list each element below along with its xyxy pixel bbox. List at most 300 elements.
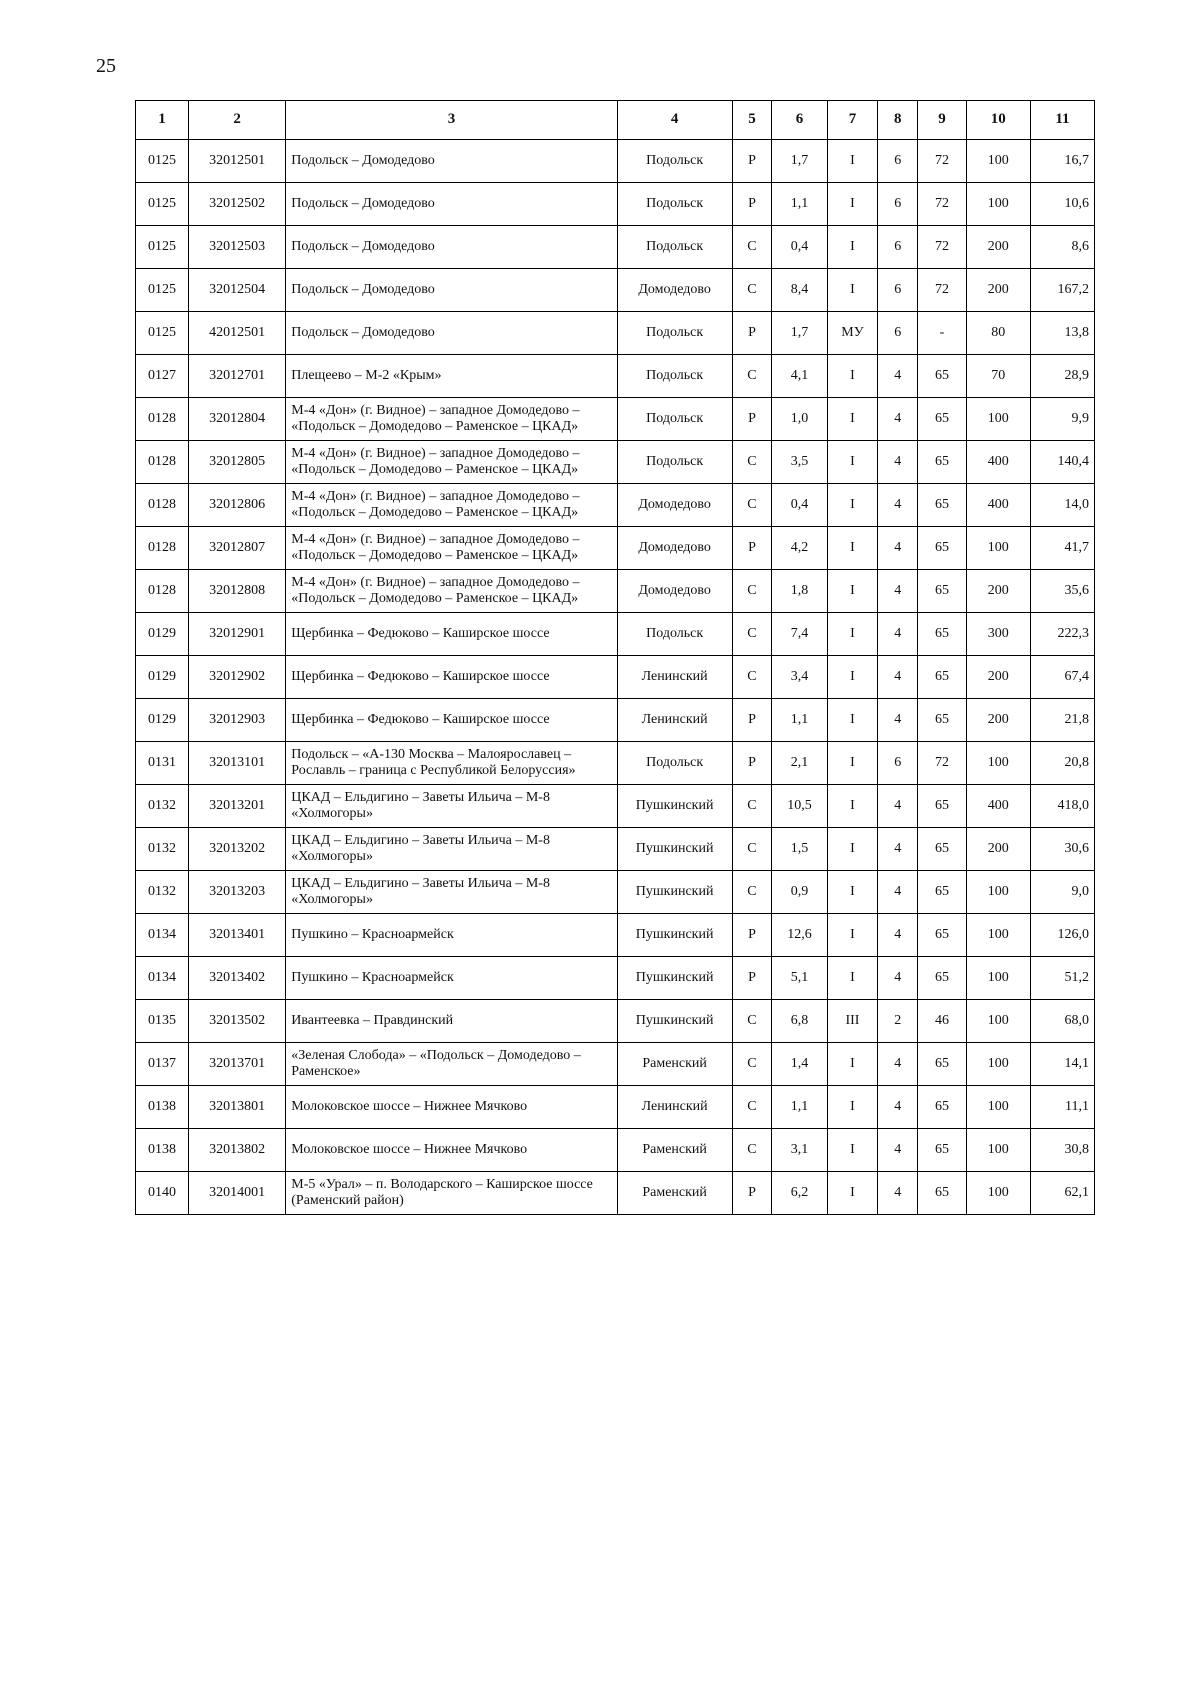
cell-lanes: 6 (878, 742, 918, 785)
cell-category: I (827, 1086, 878, 1129)
table-row (136, 828, 1095, 871)
cell-category: I (827, 183, 878, 226)
cell-length: 1,5 (772, 828, 827, 871)
header-row (136, 101, 1095, 140)
table-row (136, 527, 1095, 570)
cell-district: Домодедово (617, 269, 732, 312)
page-number: 25 (96, 55, 116, 77)
cell-length: 2,1 (772, 742, 827, 785)
column-header: 11 (1030, 101, 1094, 140)
cell-code: 0129 (136, 656, 189, 699)
cell-road-name: ЦКАД – Ельдигино – Заветы Ильича – М-8 «Холмогоры» (286, 828, 617, 871)
cell-lanes: 4 (878, 871, 918, 914)
cell-category: I (827, 398, 878, 441)
cell-road-name: ЦКАД – Ельдигино – Заветы Ильича – М-8 «Холмогоры» (286, 871, 617, 914)
cell-road-name: Пушкино – Красноармейск (286, 957, 617, 1000)
cell-value-11: 167,2 (1030, 269, 1094, 312)
cell-category: I (827, 699, 878, 742)
column-header: 3 (286, 101, 617, 140)
cell-road-name: Подольск – Домодедово (286, 269, 617, 312)
cell-value-9: 65 (918, 914, 967, 957)
cell-code: 0140 (136, 1172, 189, 1215)
cell-district: Ленинский (617, 1086, 732, 1129)
cell-district: Подольск (617, 613, 732, 656)
cell-code: 0138 (136, 1086, 189, 1129)
cell-value-10: 200 (966, 269, 1030, 312)
cell-code: 0132 (136, 785, 189, 828)
table-row (136, 441, 1095, 484)
column-header: 4 (617, 101, 732, 140)
cell-value-10: 100 (966, 398, 1030, 441)
cell-type: Р (732, 398, 772, 441)
cell-code: 0129 (136, 699, 189, 742)
cell-id: 32012804 (189, 398, 286, 441)
cell-length: 6,8 (772, 1000, 827, 1043)
cell-length: 1,8 (772, 570, 827, 613)
cell-code: 0128 (136, 484, 189, 527)
cell-type: Р (732, 1172, 772, 1215)
cell-type: С (732, 656, 772, 699)
table-row (136, 871, 1095, 914)
cell-category: I (827, 656, 878, 699)
cell-value-10: 100 (966, 914, 1030, 957)
cell-lanes: 4 (878, 527, 918, 570)
cell-category: I (827, 914, 878, 957)
cell-road-name: «Зеленая Слобода» – «Подольск – Домодедово – Раменское» (286, 1043, 617, 1086)
cell-length: 8,4 (772, 269, 827, 312)
cell-value-10: 400 (966, 785, 1030, 828)
cell-type: С (732, 828, 772, 871)
cell-code: 0132 (136, 828, 189, 871)
cell-category: I (827, 871, 878, 914)
cell-value-9: 65 (918, 699, 967, 742)
cell-road-name: ЦКАД – Ельдигино – Заветы Ильича – М-8 «Холмогоры» (286, 785, 617, 828)
table-row (136, 570, 1095, 613)
cell-id: 32013502 (189, 1000, 286, 1043)
table-row (136, 312, 1095, 355)
cell-id: 32012504 (189, 269, 286, 312)
road-register-table (135, 100, 1095, 1215)
cell-value-10: 300 (966, 613, 1030, 656)
cell-length: 1,0 (772, 398, 827, 441)
cell-road-name: Щербинка – Федюково – Каширское шоссе (286, 613, 617, 656)
cell-category: I (827, 742, 878, 785)
column-header: 5 (732, 101, 772, 140)
cell-district: Подольск (617, 355, 732, 398)
cell-value-9: - (918, 312, 967, 355)
cell-type: Р (732, 140, 772, 183)
cell-district: Раменский (617, 1043, 732, 1086)
cell-road-name: Молоковское шоссе – Нижнее Мячково (286, 1129, 617, 1172)
cell-road-name: М-4 «Дон» (г. Видное) – западное Домодедово – «Подольск – Домодедово – Раменское – ЦКАД» (286, 570, 617, 613)
table-body (136, 140, 1095, 1215)
cell-code: 0125 (136, 183, 189, 226)
table-row (136, 785, 1095, 828)
cell-id: 32013202 (189, 828, 286, 871)
cell-district: Раменский (617, 1172, 732, 1215)
cell-value-11: 13,8 (1030, 312, 1094, 355)
cell-lanes: 4 (878, 1129, 918, 1172)
cell-value-9: 72 (918, 183, 967, 226)
table-row (136, 355, 1095, 398)
cell-length: 12,6 (772, 914, 827, 957)
cell-value-11: 9,9 (1030, 398, 1094, 441)
cell-value-9: 65 (918, 527, 967, 570)
cell-value-10: 100 (966, 1129, 1030, 1172)
cell-code: 0127 (136, 355, 189, 398)
cell-id: 32012806 (189, 484, 286, 527)
cell-code: 0128 (136, 441, 189, 484)
cell-value-11: 28,9 (1030, 355, 1094, 398)
cell-id: 32012502 (189, 183, 286, 226)
cell-value-11: 14,0 (1030, 484, 1094, 527)
table-container (135, 100, 1095, 1215)
table-row (136, 914, 1095, 957)
cell-lanes: 6 (878, 140, 918, 183)
cell-value-10: 100 (966, 527, 1030, 570)
cell-lanes: 6 (878, 312, 918, 355)
cell-value-9: 65 (918, 398, 967, 441)
column-header: 1 (136, 101, 189, 140)
cell-lanes: 4 (878, 1172, 918, 1215)
cell-code: 0125 (136, 140, 189, 183)
cell-category: I (827, 570, 878, 613)
cell-value-11: 30,6 (1030, 828, 1094, 871)
cell-id: 32012701 (189, 355, 286, 398)
cell-id: 32012805 (189, 441, 286, 484)
cell-type: С (732, 355, 772, 398)
cell-district: Пушкинский (617, 785, 732, 828)
cell-length: 3,1 (772, 1129, 827, 1172)
cell-value-10: 200 (966, 226, 1030, 269)
cell-id: 42012501 (189, 312, 286, 355)
cell-lanes: 4 (878, 1043, 918, 1086)
cell-district: Пушкинский (617, 914, 732, 957)
cell-lanes: 4 (878, 914, 918, 957)
cell-district: Домодедово (617, 484, 732, 527)
cell-value-10: 80 (966, 312, 1030, 355)
cell-lanes: 4 (878, 355, 918, 398)
cell-value-9: 46 (918, 1000, 967, 1043)
cell-district: Подольск (617, 226, 732, 269)
cell-value-10: 100 (966, 1000, 1030, 1043)
cell-value-9: 65 (918, 1172, 967, 1215)
cell-value-11: 9,0 (1030, 871, 1094, 914)
cell-value-10: 200 (966, 828, 1030, 871)
cell-id: 32013101 (189, 742, 286, 785)
cell-value-11: 62,1 (1030, 1172, 1094, 1215)
cell-lanes: 4 (878, 613, 918, 656)
cell-value-10: 70 (966, 355, 1030, 398)
table-row (136, 226, 1095, 269)
cell-code: 0129 (136, 613, 189, 656)
cell-type: С (732, 1000, 772, 1043)
cell-road-name: М-4 «Дон» (г. Видное) – западное Домодедово – «Подольск – Домодедово – Раменское – ЦКАД» (286, 484, 617, 527)
cell-value-10: 100 (966, 183, 1030, 226)
cell-category: I (827, 527, 878, 570)
cell-road-name: М-4 «Дон» (г. Видное) – западное Домодедово – «Подольск – Домодедово – Раменское – ЦКАД» (286, 441, 617, 484)
table-row (136, 742, 1095, 785)
cell-road-name: М-5 «Урал» – п. Володарского – Каширское шоссе (Раменский район) (286, 1172, 617, 1215)
table-row (136, 398, 1095, 441)
cell-value-9: 65 (918, 957, 967, 1000)
cell-length: 6,2 (772, 1172, 827, 1215)
cell-type: С (732, 785, 772, 828)
cell-id: 32012902 (189, 656, 286, 699)
cell-district: Домодедово (617, 570, 732, 613)
cell-length: 10,5 (772, 785, 827, 828)
cell-type: С (732, 269, 772, 312)
cell-value-11: 35,6 (1030, 570, 1094, 613)
cell-type: Р (732, 312, 772, 355)
cell-district: Домодедово (617, 527, 732, 570)
cell-district: Подольск (617, 398, 732, 441)
cell-value-11: 21,8 (1030, 699, 1094, 742)
cell-value-10: 100 (966, 742, 1030, 785)
cell-district: Пушкинский (617, 1000, 732, 1043)
cell-value-9: 65 (918, 828, 967, 871)
cell-value-9: 65 (918, 656, 967, 699)
cell-value-10: 100 (966, 1086, 1030, 1129)
cell-type: С (732, 1129, 772, 1172)
cell-road-name: Плещеево – М-2 «Крым» (286, 355, 617, 398)
cell-value-9: 65 (918, 613, 967, 656)
cell-type: С (732, 226, 772, 269)
cell-value-9: 72 (918, 742, 967, 785)
cell-type: С (732, 871, 772, 914)
cell-length: 3,4 (772, 656, 827, 699)
cell-value-11: 418,0 (1030, 785, 1094, 828)
cell-length: 1,7 (772, 312, 827, 355)
cell-value-9: 65 (918, 1043, 967, 1086)
cell-value-11: 20,8 (1030, 742, 1094, 785)
cell-length: 1,1 (772, 699, 827, 742)
cell-value-10: 100 (966, 957, 1030, 1000)
cell-value-11: 14,1 (1030, 1043, 1094, 1086)
column-header: 6 (772, 101, 827, 140)
cell-category: I (827, 140, 878, 183)
cell-length: 1,4 (772, 1043, 827, 1086)
cell-category: I (827, 226, 878, 269)
cell-district: Подольск (617, 183, 732, 226)
cell-value-9: 72 (918, 226, 967, 269)
cell-code: 0128 (136, 570, 189, 613)
cell-id: 32012901 (189, 613, 286, 656)
cell-category: I (827, 269, 878, 312)
cell-length: 5,1 (772, 957, 827, 1000)
table-row (136, 140, 1095, 183)
cell-road-name: М-4 «Дон» (г. Видное) – западное Домодедово – «Подольск – Домодедово – Раменское – ЦКАД» (286, 398, 617, 441)
table-row (136, 1086, 1095, 1129)
cell-district: Пушкинский (617, 828, 732, 871)
cell-length: 1,7 (772, 140, 827, 183)
cell-code: 0134 (136, 957, 189, 1000)
table-row (136, 1043, 1095, 1086)
cell-category: I (827, 785, 878, 828)
cell-value-10: 100 (966, 871, 1030, 914)
cell-length: 0,9 (772, 871, 827, 914)
cell-length: 1,1 (772, 1086, 827, 1129)
cell-district: Пушкинский (617, 871, 732, 914)
cell-type: С (732, 613, 772, 656)
cell-value-11: 68,0 (1030, 1000, 1094, 1043)
cell-type: Р (732, 527, 772, 570)
column-header: 8 (878, 101, 918, 140)
cell-id: 32013201 (189, 785, 286, 828)
cell-value-11: 126,0 (1030, 914, 1094, 957)
table-row (136, 183, 1095, 226)
cell-length: 0,4 (772, 226, 827, 269)
cell-type: Р (732, 742, 772, 785)
cell-lanes: 4 (878, 484, 918, 527)
cell-code: 0125 (136, 226, 189, 269)
table-row (136, 699, 1095, 742)
cell-code: 0137 (136, 1043, 189, 1086)
cell-value-10: 200 (966, 699, 1030, 742)
cell-road-name: Подольск – «А-130 Москва – Малоярославец – Рославль – граница с Республикой Белоруссия» (286, 742, 617, 785)
cell-value-11: 140,4 (1030, 441, 1094, 484)
cell-category: I (827, 355, 878, 398)
cell-id: 32012503 (189, 226, 286, 269)
cell-category: I (827, 613, 878, 656)
cell-district: Пушкинский (617, 957, 732, 1000)
cell-code: 0125 (136, 269, 189, 312)
cell-type: Р (732, 699, 772, 742)
column-header: 9 (918, 101, 967, 140)
table-row (136, 957, 1095, 1000)
cell-category: III (827, 1000, 878, 1043)
cell-district: Подольск (617, 742, 732, 785)
cell-type: С (732, 441, 772, 484)
cell-value-11: 8,6 (1030, 226, 1094, 269)
cell-id: 32012807 (189, 527, 286, 570)
cell-value-11: 10,6 (1030, 183, 1094, 226)
cell-lanes: 4 (878, 441, 918, 484)
cell-code: 0138 (136, 1129, 189, 1172)
cell-category: I (827, 957, 878, 1000)
cell-value-11: 11,1 (1030, 1086, 1094, 1129)
cell-district: Подольск (617, 312, 732, 355)
cell-lanes: 4 (878, 570, 918, 613)
cell-road-name: Щербинка – Федюково – Каширское шоссе (286, 699, 617, 742)
cell-category: I (827, 1043, 878, 1086)
cell-type: Р (732, 957, 772, 1000)
cell-code: 0134 (136, 914, 189, 957)
cell-value-9: 65 (918, 570, 967, 613)
cell-lanes: 4 (878, 656, 918, 699)
cell-category: I (827, 1172, 878, 1215)
cell-id: 32014001 (189, 1172, 286, 1215)
cell-lanes: 6 (878, 269, 918, 312)
cell-district: Ленинский (617, 656, 732, 699)
cell-category: I (827, 828, 878, 871)
cell-id: 32013203 (189, 871, 286, 914)
cell-lanes: 4 (878, 699, 918, 742)
cell-value-10: 200 (966, 656, 1030, 699)
cell-value-9: 72 (918, 140, 967, 183)
cell-lanes: 4 (878, 785, 918, 828)
cell-district: Подольск (617, 441, 732, 484)
cell-type: Р (732, 914, 772, 957)
cell-value-11: 41,7 (1030, 527, 1094, 570)
cell-category: МУ (827, 312, 878, 355)
cell-value-9: 65 (918, 1086, 967, 1129)
cell-id: 32013802 (189, 1129, 286, 1172)
cell-category: I (827, 484, 878, 527)
cell-value-9: 72 (918, 269, 967, 312)
cell-value-10: 100 (966, 140, 1030, 183)
cell-id: 32013801 (189, 1086, 286, 1129)
cell-id: 32013701 (189, 1043, 286, 1086)
cell-type: С (732, 570, 772, 613)
cell-code: 0132 (136, 871, 189, 914)
cell-value-10: 100 (966, 1172, 1030, 1215)
table-row (136, 484, 1095, 527)
cell-length: 4,2 (772, 527, 827, 570)
cell-value-9: 65 (918, 871, 967, 914)
cell-value-10: 400 (966, 484, 1030, 527)
cell-lanes: 4 (878, 1086, 918, 1129)
cell-length: 7,4 (772, 613, 827, 656)
cell-code: 0128 (136, 527, 189, 570)
cell-district: Ленинский (617, 699, 732, 742)
cell-id: 32013401 (189, 914, 286, 957)
column-header: 7 (827, 101, 878, 140)
column-header: 10 (966, 101, 1030, 140)
cell-value-9: 65 (918, 1129, 967, 1172)
cell-district: Раменский (617, 1129, 732, 1172)
cell-code: 0131 (136, 742, 189, 785)
table-row (136, 613, 1095, 656)
column-header: 2 (189, 101, 286, 140)
cell-id: 32012903 (189, 699, 286, 742)
table-row (136, 1129, 1095, 1172)
cell-id: 32012808 (189, 570, 286, 613)
cell-value-10: 200 (966, 570, 1030, 613)
cell-id: 32012501 (189, 140, 286, 183)
cell-value-11: 222,3 (1030, 613, 1094, 656)
cell-lanes: 6 (878, 226, 918, 269)
cell-type: Р (732, 183, 772, 226)
cell-road-name: Щербинка – Федюково – Каширское шоссе (286, 656, 617, 699)
cell-value-11: 67,4 (1030, 656, 1094, 699)
table-row (136, 1000, 1095, 1043)
cell-value-9: 65 (918, 441, 967, 484)
cell-value-11: 16,7 (1030, 140, 1094, 183)
cell-value-10: 100 (966, 1043, 1030, 1086)
cell-lanes: 4 (878, 957, 918, 1000)
cell-value-11: 30,8 (1030, 1129, 1094, 1172)
cell-road-name: Ивантеевка – Правдинский (286, 1000, 617, 1043)
table-row (136, 1172, 1095, 1215)
cell-lanes: 6 (878, 183, 918, 226)
cell-length: 1,1 (772, 183, 827, 226)
cell-district: Подольск (617, 140, 732, 183)
cell-value-11: 51,2 (1030, 957, 1094, 1000)
cell-lanes: 4 (878, 398, 918, 441)
cell-lanes: 4 (878, 828, 918, 871)
cell-road-name: Подольск – Домодедово (286, 140, 617, 183)
cell-category: I (827, 441, 878, 484)
cell-road-name: Подольск – Домодедово (286, 183, 617, 226)
cell-code: 0135 (136, 1000, 189, 1043)
cell-code: 0125 (136, 312, 189, 355)
cell-lanes: 2 (878, 1000, 918, 1043)
cell-type: С (732, 1043, 772, 1086)
cell-road-name: М-4 «Дон» (г. Видное) – западное Домодедово – «Подольск – Домодедово – Раменское – ЦКАД» (286, 527, 617, 570)
cell-type: С (732, 484, 772, 527)
cell-length: 3,5 (772, 441, 827, 484)
